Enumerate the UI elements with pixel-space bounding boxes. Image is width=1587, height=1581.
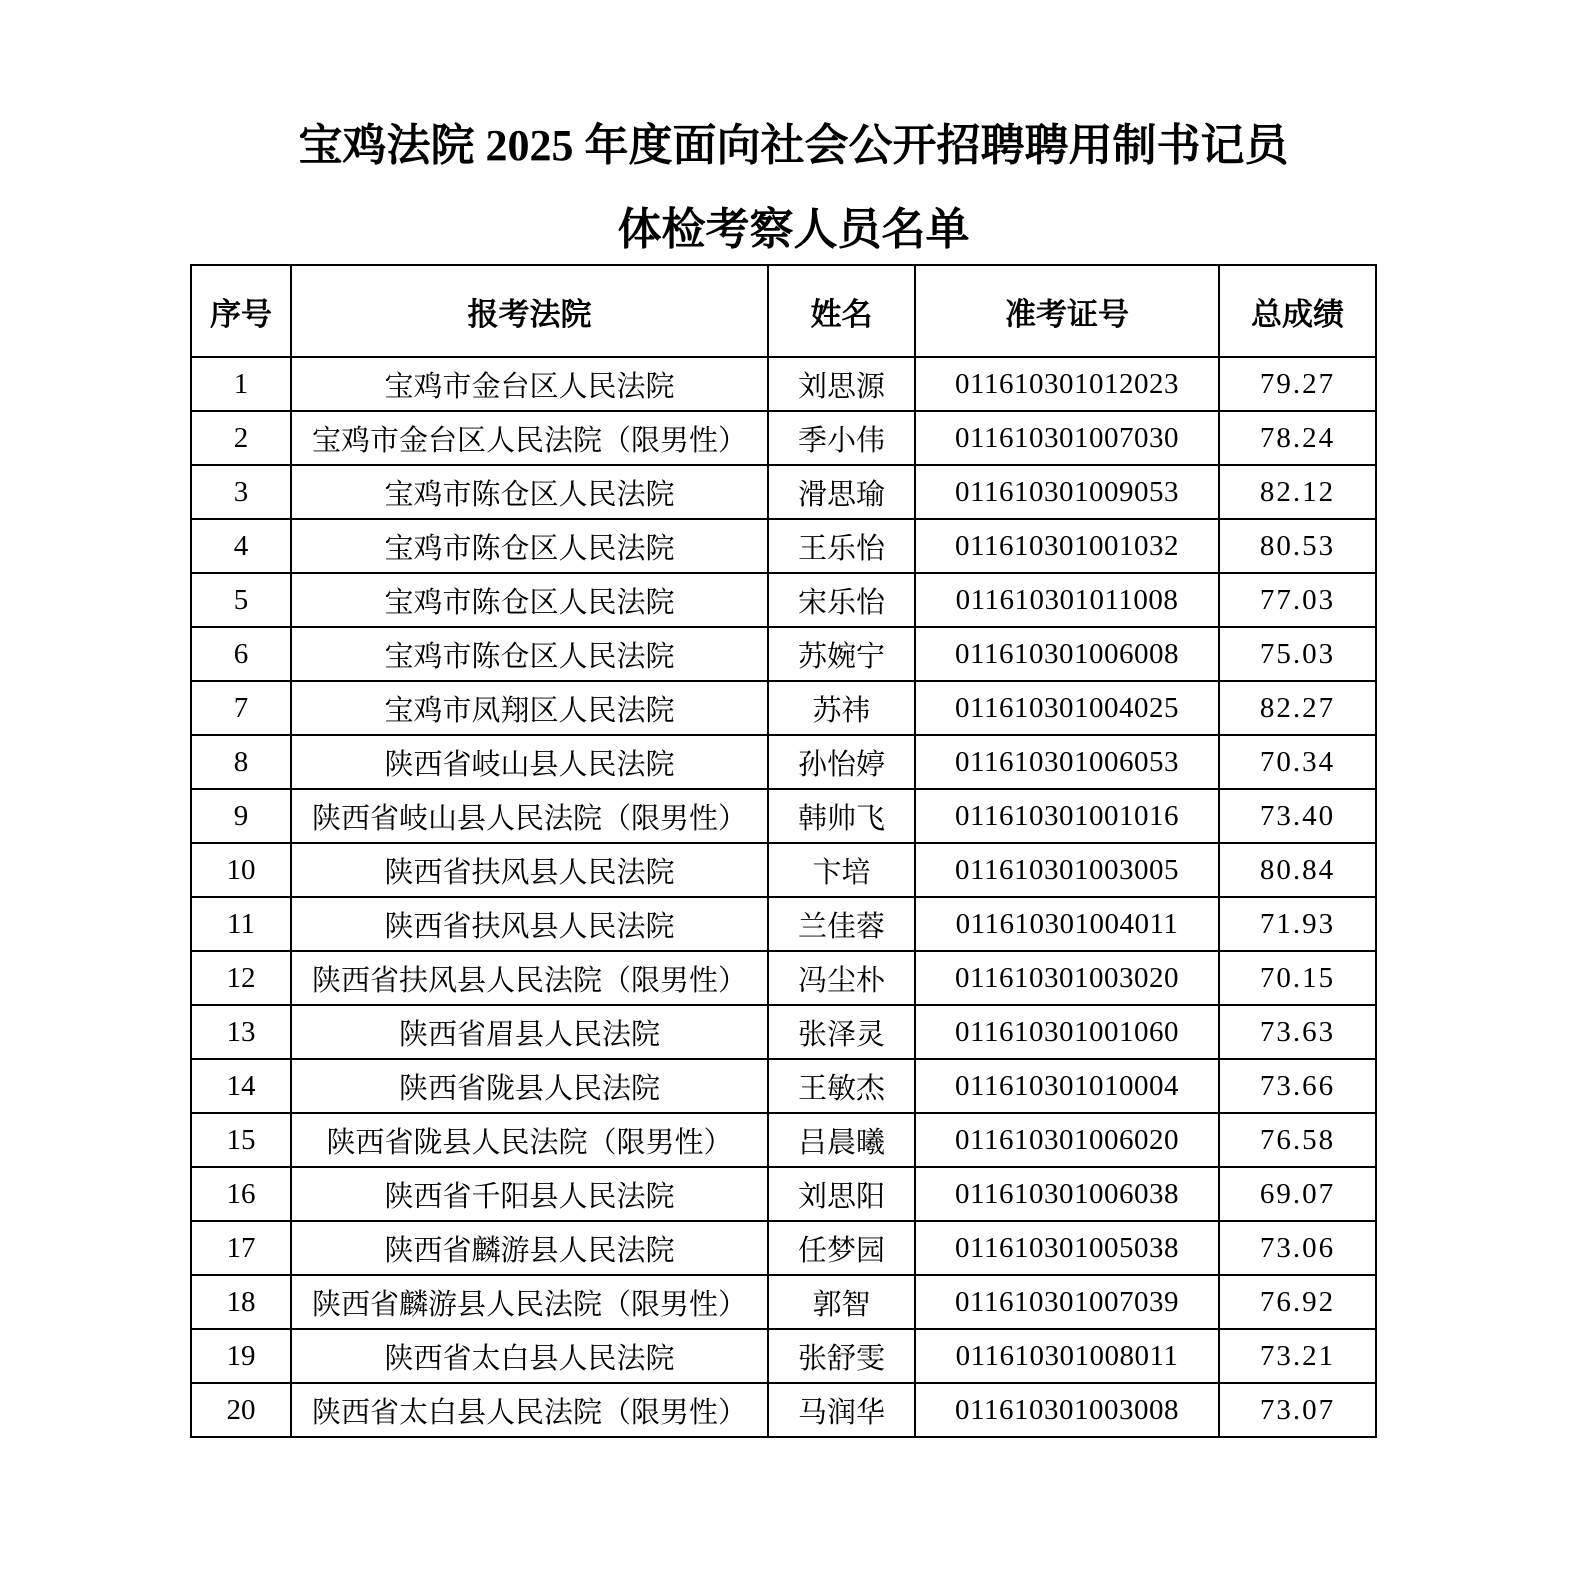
cell-no: 15 — [191, 1113, 291, 1167]
cell-name: 张泽灵 — [768, 1005, 915, 1059]
table-row — [191, 411, 1376, 465]
cell-ticket: 011610301007039 — [915, 1275, 1219, 1329]
cell-court: 陕西省陇县人民法院（限男性） — [291, 1113, 768, 1167]
cell-score: 73.21 — [1219, 1329, 1376, 1383]
cell-court: 陕西省岐山县人民法院（限男性） — [291, 789, 768, 843]
cell-court: 宝鸡市凤翔区人民法院 — [291, 681, 768, 735]
cell-court: 陕西省麟游县人民法院 — [291, 1221, 768, 1275]
document-title-line2: 体检考察人员名单 — [617, 205, 970, 254]
cell-no: 4 — [191, 519, 291, 573]
table-row — [191, 951, 1376, 1005]
cell-no: 2 — [191, 411, 291, 465]
cell-score: 82.27 — [1219, 681, 1376, 735]
cell-no: 20 — [191, 1383, 291, 1437]
cell-name: 苏婉宁 — [768, 627, 915, 681]
cell-score: 76.92 — [1219, 1275, 1376, 1329]
cell-no: 17 — [191, 1221, 291, 1275]
cell-name: 孙怡婷 — [768, 735, 915, 789]
table-row — [191, 843, 1376, 897]
cell-no: 6 — [191, 627, 291, 681]
document-title-line1: 宝鸡法院 2025 年度面向社会公开招聘聘用制书记员 — [298, 121, 1289, 170]
cell-court: 宝鸡市金台区人民法院 — [291, 357, 768, 411]
table-row — [191, 1329, 1376, 1383]
cell-name: 郭智 — [768, 1275, 915, 1329]
cell-name: 滑思瑜 — [768, 465, 915, 519]
cell-no: 10 — [191, 843, 291, 897]
table-row — [191, 573, 1376, 627]
cell-no: 12 — [191, 951, 291, 1005]
cell-court: 宝鸡市陈仓区人民法院 — [291, 465, 768, 519]
header-no: 序号 — [191, 265, 291, 357]
cell-name: 季小伟 — [768, 411, 915, 465]
cell-court: 宝鸡市金台区人民法院（限男性） — [291, 411, 768, 465]
cell-no: 8 — [191, 735, 291, 789]
cell-court: 陕西省麟游县人民法院（限男性） — [291, 1275, 768, 1329]
cell-no: 11 — [191, 897, 291, 951]
cell-name: 任梦园 — [768, 1221, 915, 1275]
cell-name: 吕晨曦 — [768, 1113, 915, 1167]
cell-ticket: 011610301007030 — [915, 411, 1219, 465]
cell-court: 宝鸡市陈仓区人民法院 — [291, 627, 768, 681]
cell-name: 宋乐怡 — [768, 573, 915, 627]
cell-ticket: 011610301006008 — [915, 627, 1219, 681]
header-name: 姓名 — [768, 265, 915, 357]
table-row — [191, 465, 1376, 519]
cell-ticket: 011610301006053 — [915, 735, 1219, 789]
cell-no: 9 — [191, 789, 291, 843]
table-row — [191, 519, 1376, 573]
cell-ticket: 011610301011008 — [915, 573, 1219, 627]
cell-court: 陕西省扶风县人民法院 — [291, 843, 768, 897]
cell-name: 刘思源 — [768, 357, 915, 411]
cell-no: 18 — [191, 1275, 291, 1329]
cell-no: 14 — [191, 1059, 291, 1113]
cell-score: 82.12 — [1219, 465, 1376, 519]
cell-ticket: 011610301005038 — [915, 1221, 1219, 1275]
cell-court: 宝鸡市陈仓区人民法院 — [291, 573, 768, 627]
cell-no: 19 — [191, 1329, 291, 1383]
cell-score: 73.06 — [1219, 1221, 1376, 1275]
cell-ticket: 011610301001060 — [915, 1005, 1219, 1059]
table-row — [191, 897, 1376, 951]
cell-name: 马润华 — [768, 1383, 915, 1437]
cell-no: 1 — [191, 357, 291, 411]
cell-ticket: 011610301003008 — [915, 1383, 1219, 1437]
cell-name: 张舒雯 — [768, 1329, 915, 1383]
cell-score: 70.15 — [1219, 951, 1376, 1005]
cell-score: 73.07 — [1219, 1383, 1376, 1437]
cell-score: 73.66 — [1219, 1059, 1376, 1113]
table-row — [191, 1275, 1376, 1329]
table-body — [191, 357, 1376, 1437]
table-row — [191, 357, 1376, 411]
table-header — [191, 265, 1376, 357]
cell-court: 陕西省岐山县人民法院 — [291, 735, 768, 789]
cell-score: 73.40 — [1219, 789, 1376, 843]
cell-court: 陕西省扶风县人民法院（限男性） — [291, 951, 768, 1005]
cell-ticket: 011610301008011 — [915, 1329, 1219, 1383]
table-row — [191, 1059, 1376, 1113]
cell-court: 宝鸡市陈仓区人民法院 — [291, 519, 768, 573]
candidate-table — [190, 264, 1377, 1438]
cell-name: 冯尘朴 — [768, 951, 915, 1005]
cell-ticket: 011610301006020 — [915, 1113, 1219, 1167]
table-row — [191, 627, 1376, 681]
table-row — [191, 789, 1376, 843]
table-row — [191, 1113, 1376, 1167]
cell-score: 69.07 — [1219, 1167, 1376, 1221]
cell-no: 5 — [191, 573, 291, 627]
header-ticket: 准考证号 — [915, 265, 1219, 357]
cell-ticket: 011610301001016 — [915, 789, 1219, 843]
cell-score: 80.84 — [1219, 843, 1376, 897]
cell-court: 陕西省陇县人民法院 — [291, 1059, 768, 1113]
cell-name: 王乐怡 — [768, 519, 915, 573]
table-row — [191, 735, 1376, 789]
cell-score: 75.03 — [1219, 627, 1376, 681]
cell-score: 71.93 — [1219, 897, 1376, 951]
table-row — [191, 1167, 1376, 1221]
table-row — [191, 681, 1376, 735]
cell-ticket: 011610301010004 — [915, 1059, 1219, 1113]
cell-court: 陕西省太白县人民法院（限男性） — [291, 1383, 768, 1437]
cell-score: 77.03 — [1219, 573, 1376, 627]
table-header-row — [191, 265, 1376, 357]
cell-name: 王敏杰 — [768, 1059, 915, 1113]
cell-score: 78.24 — [1219, 411, 1376, 465]
cell-court: 陕西省太白县人民法院 — [291, 1329, 768, 1383]
table-row — [191, 1383, 1376, 1437]
table-row — [191, 1221, 1376, 1275]
cell-ticket: 011610301004011 — [915, 897, 1219, 951]
cell-court: 陕西省扶风县人民法院 — [291, 897, 768, 951]
cell-ticket: 011610301004025 — [915, 681, 1219, 735]
cell-ticket: 011610301003005 — [915, 843, 1219, 897]
cell-name: 韩帅飞 — [768, 789, 915, 843]
header-score: 总成绩 — [1219, 265, 1376, 357]
cell-court: 陕西省千阳县人民法院 — [291, 1167, 768, 1221]
cell-name: 刘思阳 — [768, 1167, 915, 1221]
cell-no: 16 — [191, 1167, 291, 1221]
cell-name: 兰佳蓉 — [768, 897, 915, 951]
cell-name: 卞培 — [768, 843, 915, 897]
cell-score: 73.63 — [1219, 1005, 1376, 1059]
table-row — [191, 1005, 1376, 1059]
cell-ticket: 011610301006038 — [915, 1167, 1219, 1221]
cell-no: 7 — [191, 681, 291, 735]
cell-name: 苏祎 — [768, 681, 915, 735]
cell-ticket: 011610301001032 — [915, 519, 1219, 573]
cell-score: 79.27 — [1219, 357, 1376, 411]
cell-no: 3 — [191, 465, 291, 519]
cell-score: 70.34 — [1219, 735, 1376, 789]
cell-court: 陕西省眉县人民法院 — [291, 1005, 768, 1059]
header-court: 报考法院 — [291, 265, 768, 357]
cell-score: 80.53 — [1219, 519, 1376, 573]
cell-ticket: 011610301009053 — [915, 465, 1219, 519]
cell-score: 76.58 — [1219, 1113, 1376, 1167]
cell-ticket: 011610301003020 — [915, 951, 1219, 1005]
cell-no: 13 — [191, 1005, 291, 1059]
cell-ticket: 011610301012023 — [915, 357, 1219, 411]
